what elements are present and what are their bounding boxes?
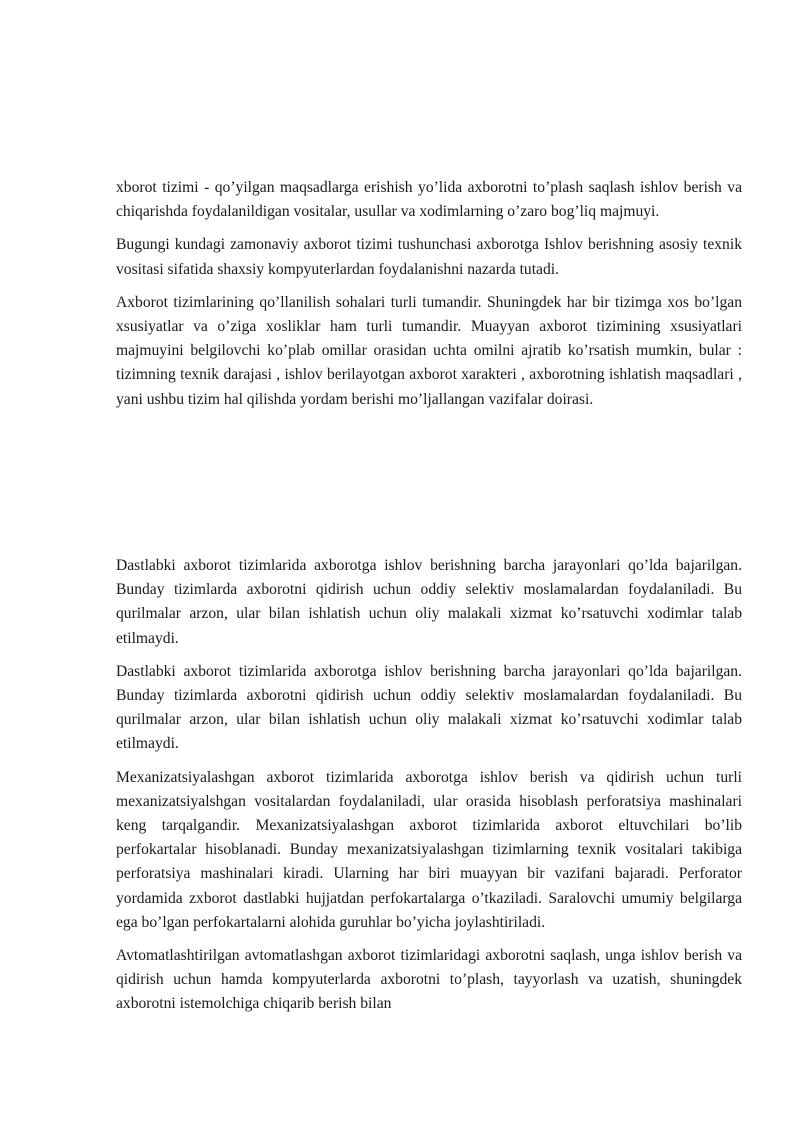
- paragraph: Mexanizatsiyalashgan axborot tizimlarida axborotga ishlov berish va qidirish uchun turli mexanizatsiyalshgan vositalardan foydalaniladi, ular orasida hisoblash perforatsiya mashinalari keng tarqalgandir. Mexanizatsiyalashgan axborot tizimlarida axborot eltuvchilari bo’lib perfokartalar hisoblanadi. Bunday mexanizatsiyalashgan tizimlarning texnik vositalari takibiga perforatsiya mashinalari kiradi. Ularning har biri muayyan bir vazifani bajaradi. Perforator yordamida zxborot dastlabki hujjatdan perfokartalarga o’tkaziladi. Saralovchi umumiy belgilarga ega bo’lgan perfokartalarni alohida guruhlar bo’yicha joylashtiriladi.: [116, 768, 742, 931]
- paragraph: Dastlabki axborot tizimlarida axborotga ishlov berishning barcha jarayonlari qo’lda bajarilgan. Bunday tizimlarda axborotni qidirish uchun oddiy selektiv moslamalardan foydalaniladi. Bu qurilmalar arzon, ular bilan ishlatish uchun oliy malakali xizmat ko’rsatuvchi xodimlar talab etilmaydi.: [116, 557, 742, 647]
- text-block-top: [116, 176, 742, 421]
- text-block-bottom: [116, 554, 742, 1026]
- paragraph: Axborot tizimlarining qo’llanilish sohalari turli tumandir. Shuningdek har bir tizimga xos bo’lgan xsusiyatlar va o’ziga xosliklar ham turli tumandir. Muayyan axborot tizimining xsusiyatlari majmuyini belgilovchi ko’plab omillar orasidan uchta omilni ajratib ko’rsatish mumkin, bular : tizimning texnik darajasi , ishlov berilayotgan axborot xarakteri , axborotning ishlatish maqsadlari , yani ushbu tizim hal qilishda yordam berishi mo’ljallangan vazifalar doirasi.: [116, 293, 742, 408]
- paragraph: Bugungi kundagi zamonaviy axborot tizimi tushunchasi axborotga Ishlov berishning asosiy texnik vositasi sifatida shaxsiy kompyuterlardan foydalanishni nazarda tutadi.: [116, 236, 742, 278]
- paragraph: Avtomatlashtirilgan avtomatlashgan axborot tizimlaridagi axborotni saqlash, unga ishlov berish va qidirish uchun hamda kompyuterlarda axborotni to’plash, tayyorlash va uzatish, shuningdek axborotni istemolchiga chiqarib berish bilan: [116, 947, 742, 1013]
- paragraph: xborot tizimi - qo’yilgan maqsadlarga erishish yo’lida axborotni to’plash saqlash ishlov berish va chiqarishda foydalanildigan vositalar, usullar va xodimlarning o’zaro bog’liq majmuyi.: [116, 179, 742, 221]
- paragraph: Dastlabki axborot tizimlarida axborotga ishlov berishning barcha jarayonlari qo’lda bajarilgan. Bunday tizimlarda axborotni qidirish uchun oddiy selektiv moslamalardan foydalaniladi. Bu qurilmalar arzon, ular bilan ishlatish uchun oliy malakali xizmat ko’rsatuvchi xodimlar talab etilmaydi.: [116, 662, 742, 753]
